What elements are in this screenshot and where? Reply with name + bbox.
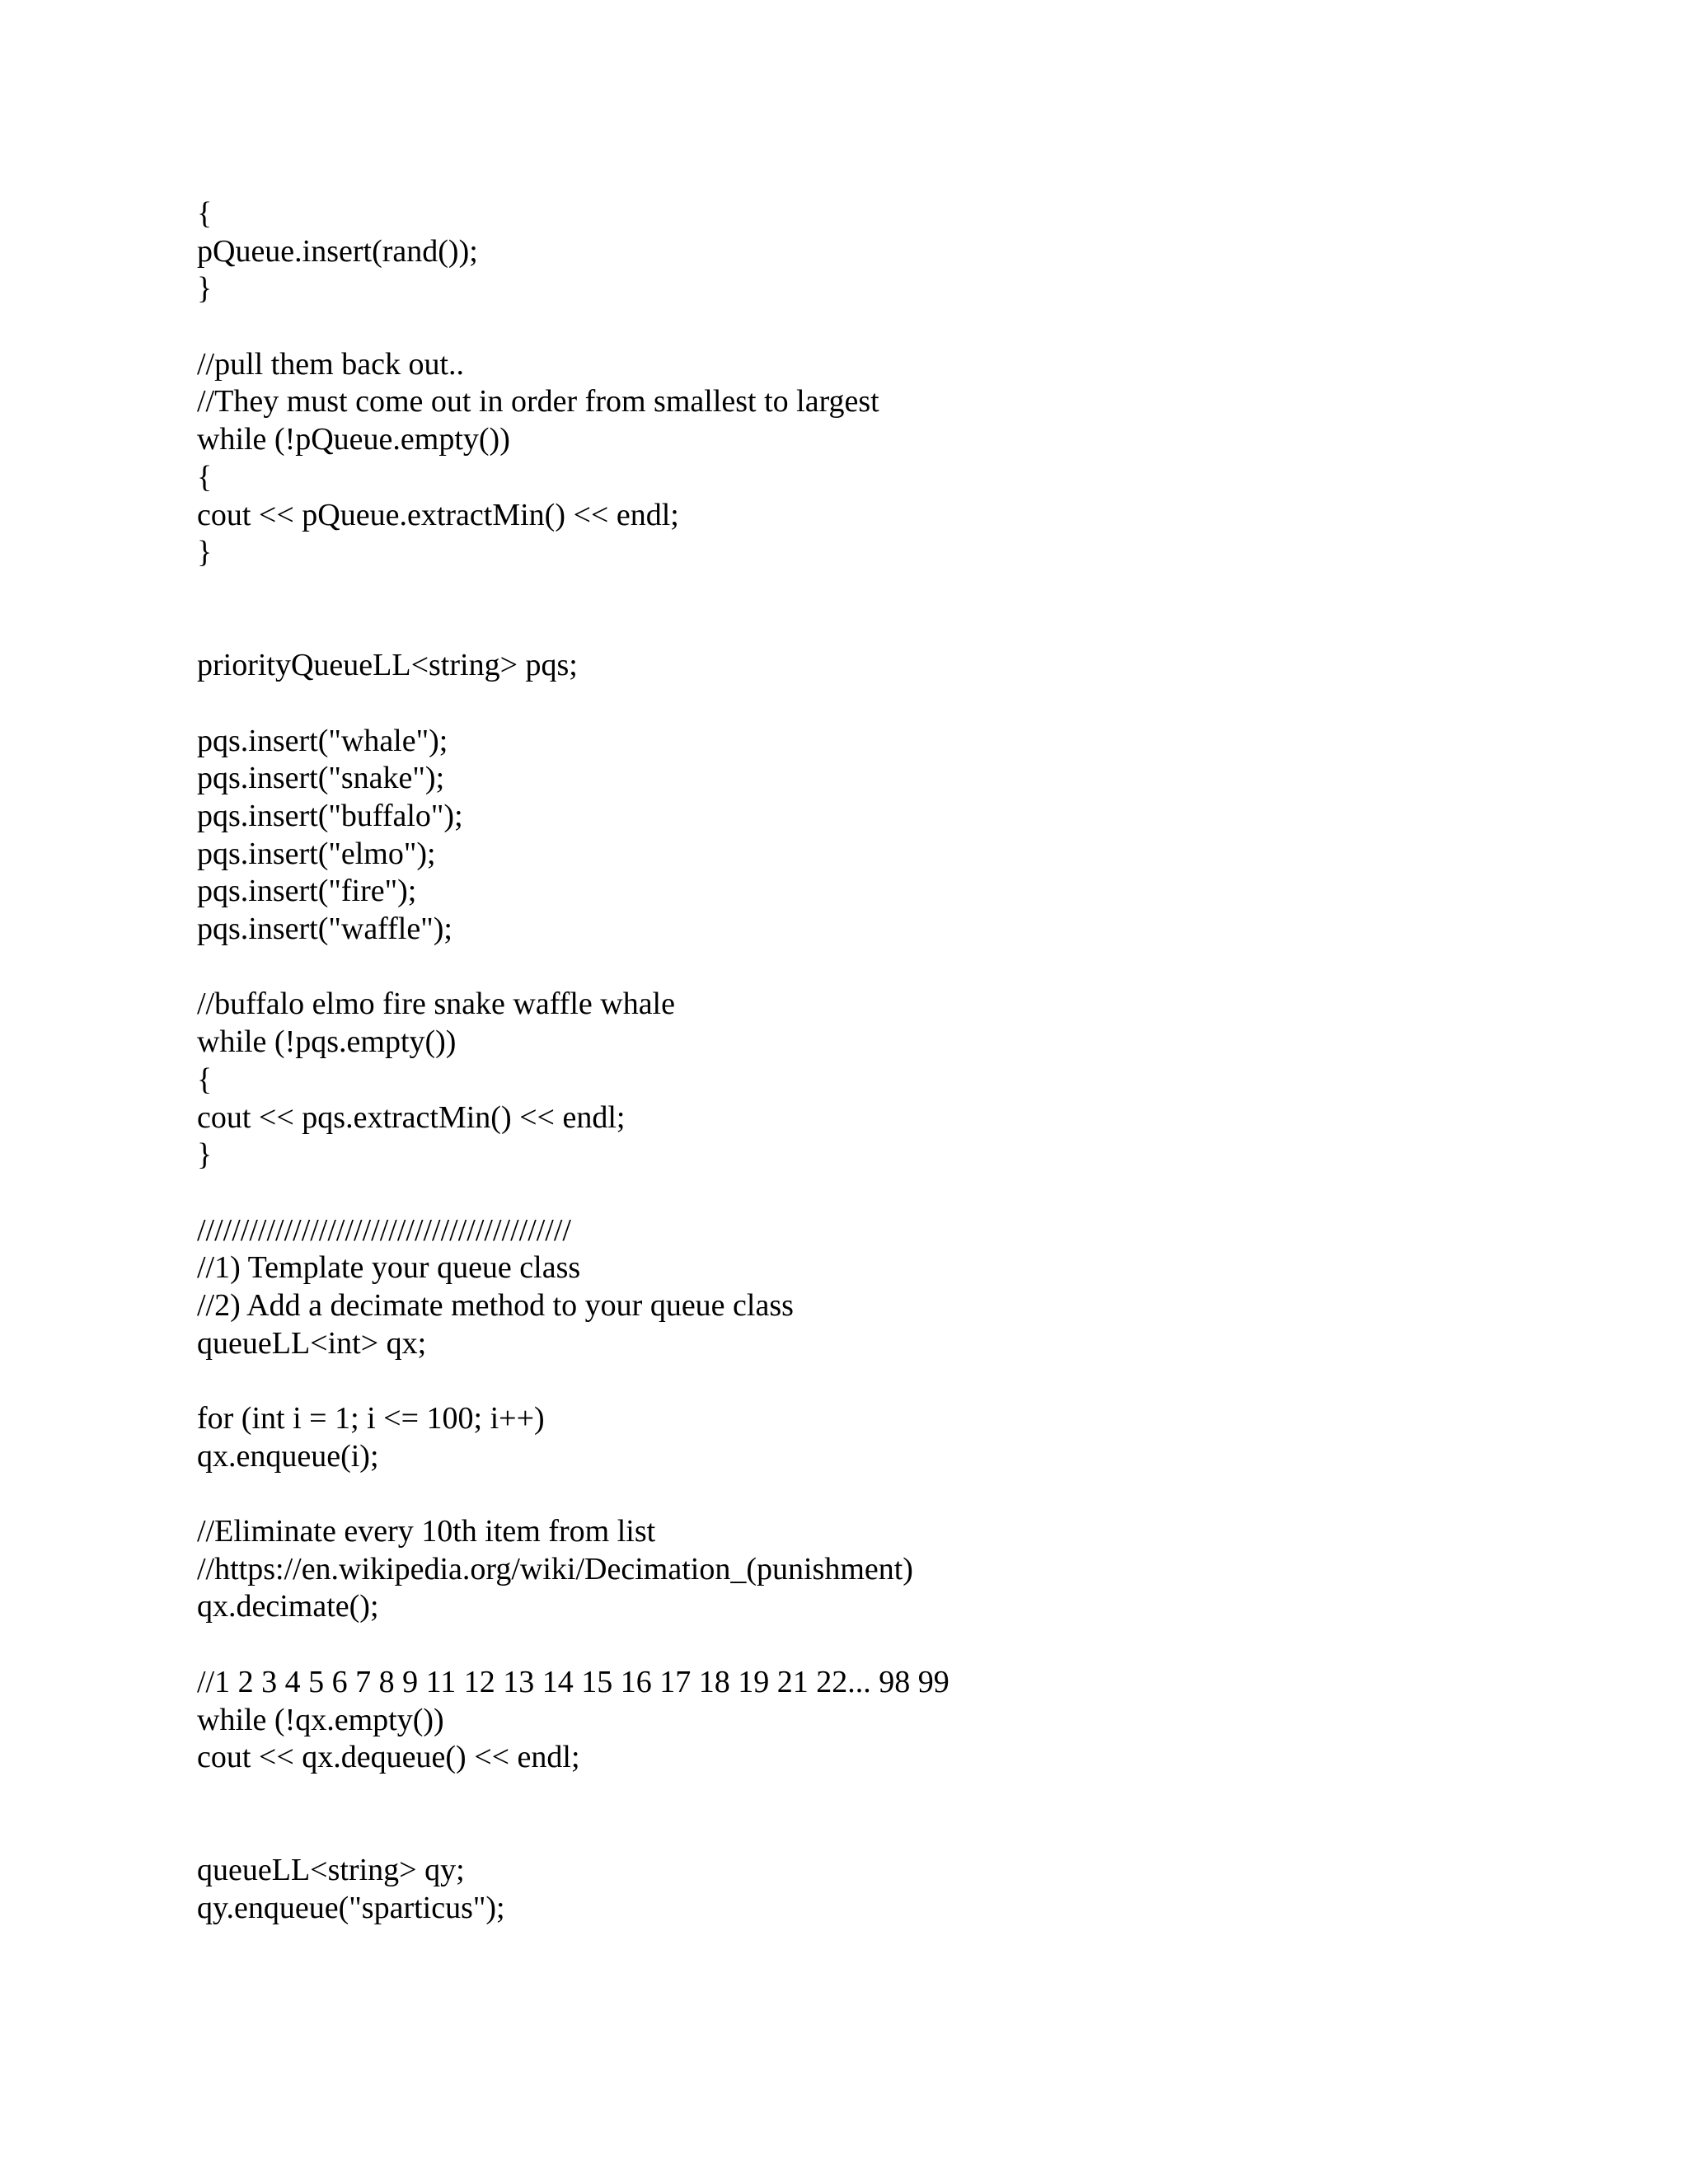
code-line <box>197 1362 950 1400</box>
code-line <box>197 949 950 987</box>
code-line: cout << pQueue.extractMin() << endl; <box>197 497 679 532</box>
code-line: cout << pqs.extractMin() << endl; <box>197 1099 626 1135</box>
code-line: pqs.insert("buffalo"); <box>197 799 463 833</box>
code-listing <box>197 195 950 1928</box>
code-line <box>197 1475 950 1513</box>
code-line: //pull them back out.. <box>197 346 465 382</box>
code-line: //Eliminate every 10th item from list <box>197 1514 656 1549</box>
code-line <box>197 1174 950 1212</box>
code-line <box>197 685 950 723</box>
code-line: cout << qx.dequeue() << endl; <box>197 1740 580 1775</box>
code-line: { <box>197 459 213 494</box>
code-line: for (int i = 1; i <= 100; i++) <box>197 1401 545 1436</box>
code-line: queueLL<int> qx; <box>197 1325 427 1361</box>
code-line: pQueue.insert(rand()); <box>197 233 478 269</box>
code-line: { <box>197 1062 213 1097</box>
code-line: //1 2 3 4 5 6 7 8 9 11 12 13 14 15 16 17 18 19 21 22... 98 99 <box>197 1664 950 1699</box>
code-line: pqs.insert("snake"); <box>197 761 445 796</box>
code-line: } <box>197 535 213 570</box>
code-line <box>197 308 950 346</box>
code-line: queueLL<string> qy; <box>197 1853 465 1888</box>
code-line: pqs.insert("elmo"); <box>197 836 436 871</box>
code-line: { <box>197 196 213 231</box>
code-line: //They must come out in order from smallest to largest <box>197 384 879 419</box>
code-line: while (!pqs.empty()) <box>197 1024 457 1060</box>
code-line: //https://en.wikipedia.org/wiki/Decimation_(punishment) <box>197 1551 913 1586</box>
code-line: } <box>197 1137 213 1173</box>
code-line <box>197 610 950 648</box>
code-line: //2) Add a decimate method to your queue class <box>197 1287 794 1323</box>
code-line: /////////////////////////////////////////// <box>197 1212 571 1248</box>
code-line: pqs.insert("whale"); <box>197 723 448 758</box>
code-line: //buffalo elmo fire snake waffle whale <box>197 987 675 1022</box>
code-line: qx.enqueue(i); <box>197 1438 379 1474</box>
code-line: priorityQueueLL<string> pqs; <box>197 648 578 683</box>
code-line: while (!qx.empty()) <box>197 1702 444 1737</box>
code-line: } <box>197 271 213 307</box>
code-line: pqs.insert("fire"); <box>197 874 417 909</box>
code-line: //1) Template your queue class <box>197 1250 581 1286</box>
code-line <box>197 1777 950 1815</box>
code-line: qx.decimate(); <box>197 1589 379 1624</box>
code-line <box>197 572 950 610</box>
code-line <box>197 1815 950 1853</box>
code-line: pqs.insert("waffle"); <box>197 912 452 947</box>
code-line <box>197 1626 950 1664</box>
code-line: while (!pQueue.empty()) <box>197 422 510 457</box>
code-line: qy.enqueue("sparticus"); <box>197 1890 505 1925</box>
